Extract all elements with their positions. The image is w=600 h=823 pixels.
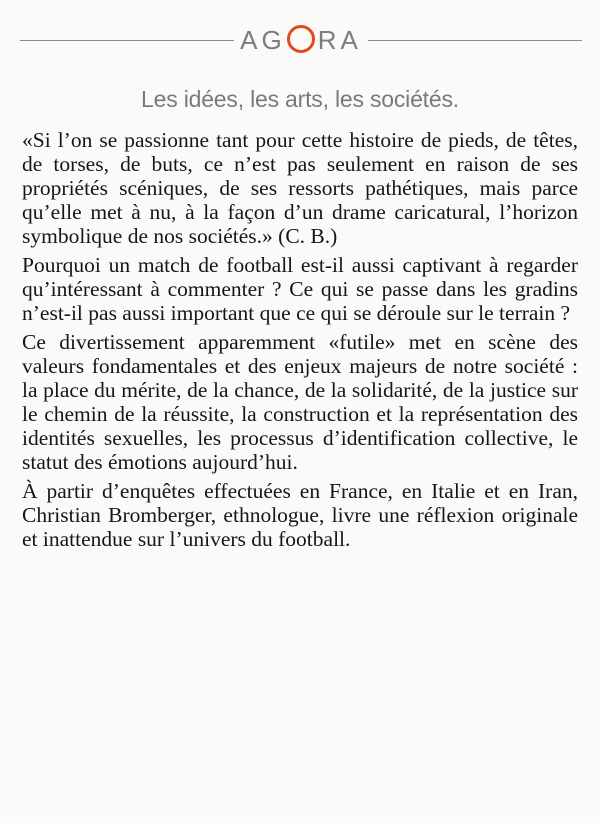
paragraph-questions: Pourquoi un match de football est-il aussi captivant à regarder qu’intéressant à commenter ? Ce qui se passe dans les gradins n’est-il pas aussi important que ce qui se déroule sur le terrain ? <box>22 253 578 325</box>
paragraph-values: Ce divertissement apparemment «futile» met en scène des valeurs fondamentales et des enjeux majeurs de notre société : la place du mérite, de la chance, de la solidarité, de la justice sur le chemin de la réussite, la construction et la représentation des identités sexuelles, les processus d’identification collective, le statut des émotions aujourd’hui. <box>22 330 578 474</box>
paragraph-quote: «Si l’on se passionne tant pour cette histoire de pieds, de têtes, de torses, de buts, ce n’est pas seulement en raison de ses propriétés scéniques, de ses ressorts pathétiques, mais parce qu’elle met à nu, à la façon d’un drame caricatural, l’horizon symbolique de nos sociétés.» (C. B.) <box>22 128 578 248</box>
logo-letters-right: RA <box>317 25 362 55</box>
logo-o-circle-icon <box>287 25 315 53</box>
masthead <box>20 22 582 58</box>
masthead-rule-left <box>20 40 234 41</box>
paragraph-author: À partir d’enquêtes effectuées en France, en Italie et en Iran, Christian Bromberger, ethnologue, livre une réflexion originale et inattendue sur l’univers du football. <box>22 479 578 551</box>
back-cover-text <box>22 128 578 556</box>
masthead-rule-right <box>368 40 582 41</box>
logo-letters-left: AG <box>240 25 286 55</box>
agora-logo <box>234 26 368 54</box>
collection-subtitle: Les idées, les arts, les sociétés. <box>141 86 459 112</box>
